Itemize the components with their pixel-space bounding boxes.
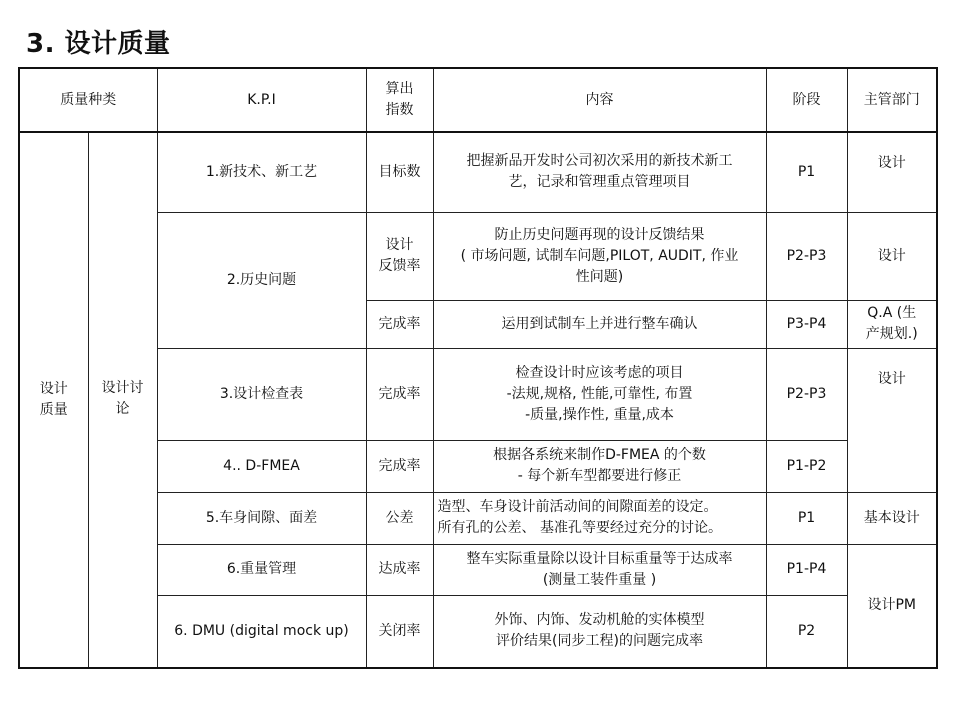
content-cell xyxy=(433,492,766,544)
text-line: 艺，记录和管理重点管理项目 xyxy=(508,174,691,191)
text-line: 基本设计 xyxy=(863,509,920,526)
design-quality-kpi-table xyxy=(18,67,938,669)
text-line: 所有孔的公差、 基准孔等要经过充分的讨论。 xyxy=(437,520,722,536)
header-metric xyxy=(366,68,433,132)
content-cell xyxy=(433,132,766,212)
metric-cell xyxy=(366,595,433,668)
text-line: 性问题) xyxy=(575,268,624,285)
text-line: 设计PM xyxy=(867,597,917,614)
stage-cell: P3-P4 xyxy=(766,300,847,348)
text-line: 设计 xyxy=(385,237,414,253)
text-line: 完成率 xyxy=(378,315,421,332)
department-cell xyxy=(847,300,937,348)
stage-cell: P2 xyxy=(766,595,847,668)
text-line: (测量工装件重量 ) xyxy=(542,571,657,588)
text-line: 质量 xyxy=(39,402,68,418)
text-line: 算出 xyxy=(385,81,414,97)
text-line: 设计 xyxy=(877,247,906,264)
text-line: 产规划.) xyxy=(865,326,918,342)
department-cell xyxy=(847,212,937,300)
metric-cell xyxy=(366,544,433,595)
department-cell xyxy=(847,544,937,668)
text-line: 公差 xyxy=(385,509,414,526)
text-line: 把握新品开发时公司初次采用的新技术新工 xyxy=(466,153,733,170)
stage-cell: P1-P2 xyxy=(766,440,847,492)
kpi-cell: 5.车身间隙、面差 xyxy=(157,492,366,544)
text-line: Q.A (生 xyxy=(867,305,917,321)
text-line: 整车实际重量除以设计目标重量等于达成率 xyxy=(466,550,733,567)
text-line: 设计讨 xyxy=(101,380,144,396)
text-line: 达成率 xyxy=(378,561,421,577)
metric-cell xyxy=(366,440,433,492)
table-row xyxy=(19,492,937,544)
metric-cell xyxy=(366,132,433,212)
header-quality-category: 质量种类 xyxy=(19,68,157,132)
text-line: ( 市场问题, 试制车问题,PILOT, AUDIT, 作业 xyxy=(460,247,739,264)
text-line: - 每个新车型都要进行修正 xyxy=(517,468,682,484)
stage-cell: P2-P3 xyxy=(766,348,847,440)
text-line: 运用到试制车上并进行整车确认 xyxy=(501,315,698,332)
table-row xyxy=(19,212,937,300)
text-line: -法规,规格, 性能,可靠性, 布置 xyxy=(506,385,693,402)
text-line: 反馈率 xyxy=(378,258,421,274)
metric-cell xyxy=(366,492,433,544)
content-cell xyxy=(433,440,766,492)
text-line: 检查设计时应该考虑的项目 xyxy=(515,364,684,381)
content-cell xyxy=(433,300,766,348)
text-line: 目标数 xyxy=(378,163,421,180)
table-row xyxy=(19,544,937,595)
text-line: 防止历史问题再现的设计反馈结果 xyxy=(494,226,705,243)
category-level2 xyxy=(93,378,153,420)
metric-cell xyxy=(366,348,433,440)
header-department: 主管部门 xyxy=(847,68,937,132)
text-line: 设计 xyxy=(877,155,906,171)
text-line: -质量,操作性, 重量,成本 xyxy=(525,406,674,423)
table-row xyxy=(19,440,937,492)
text-line: 造型、车身设计前活动间的间隙面差的设定。 xyxy=(437,499,718,515)
header-kpi: K.P.I xyxy=(157,68,366,132)
stage-cell: P1 xyxy=(766,492,847,544)
content-cell xyxy=(433,544,766,595)
kpi-cell: 1.新技术、新工艺 xyxy=(157,132,366,212)
kpi-cell: 6.重量管理 xyxy=(157,544,366,595)
header-row xyxy=(19,68,937,132)
page-title: 3. 设计质量 xyxy=(26,29,171,59)
metric-cell xyxy=(366,300,433,348)
category-level1-cell xyxy=(19,132,88,668)
kpi-cell: 2.历史问题 xyxy=(157,212,366,348)
header-metric-text xyxy=(371,79,429,121)
table-row xyxy=(19,348,937,440)
department-cell xyxy=(847,348,937,492)
text-line: 根据各系统来制作D-FMEA 的个数 xyxy=(493,447,706,463)
header-content: 内容 xyxy=(433,68,766,132)
table-row xyxy=(19,595,937,668)
stage-cell: P1-P4 xyxy=(766,544,847,595)
content-cell xyxy=(433,348,766,440)
stage-cell: P1 xyxy=(766,132,847,212)
kpi-cell: 6. DMU (digital mock up) xyxy=(157,595,366,668)
metric-cell xyxy=(366,212,433,300)
text-line: 外饰、内饰、发动机舱的实体模型 xyxy=(494,612,705,629)
department-cell xyxy=(847,492,937,544)
text-line: 评价结果(同步工程)的问题完成率 xyxy=(496,633,703,650)
department-cell xyxy=(847,132,937,212)
kpi-cell: 4.. D-FMEA xyxy=(157,440,366,492)
text-line: 设计 xyxy=(877,370,906,387)
table-row xyxy=(19,132,937,212)
kpi-cell: 3.设计检查表 xyxy=(157,348,366,440)
category-level1 xyxy=(24,379,84,421)
content-cell xyxy=(433,212,766,300)
stage-cell: P2-P3 xyxy=(766,212,847,300)
text-line: 完成率 xyxy=(378,457,421,474)
header-stage: 阶段 xyxy=(766,68,847,132)
content-cell xyxy=(433,595,766,668)
text-line: 设计 xyxy=(39,381,68,397)
text-line: 关闭率 xyxy=(378,622,421,639)
category-level2-cell xyxy=(88,132,157,668)
text-line: 完成率 xyxy=(378,385,421,402)
text-line: 指数 xyxy=(385,102,414,118)
text-line: 论 xyxy=(115,401,130,417)
